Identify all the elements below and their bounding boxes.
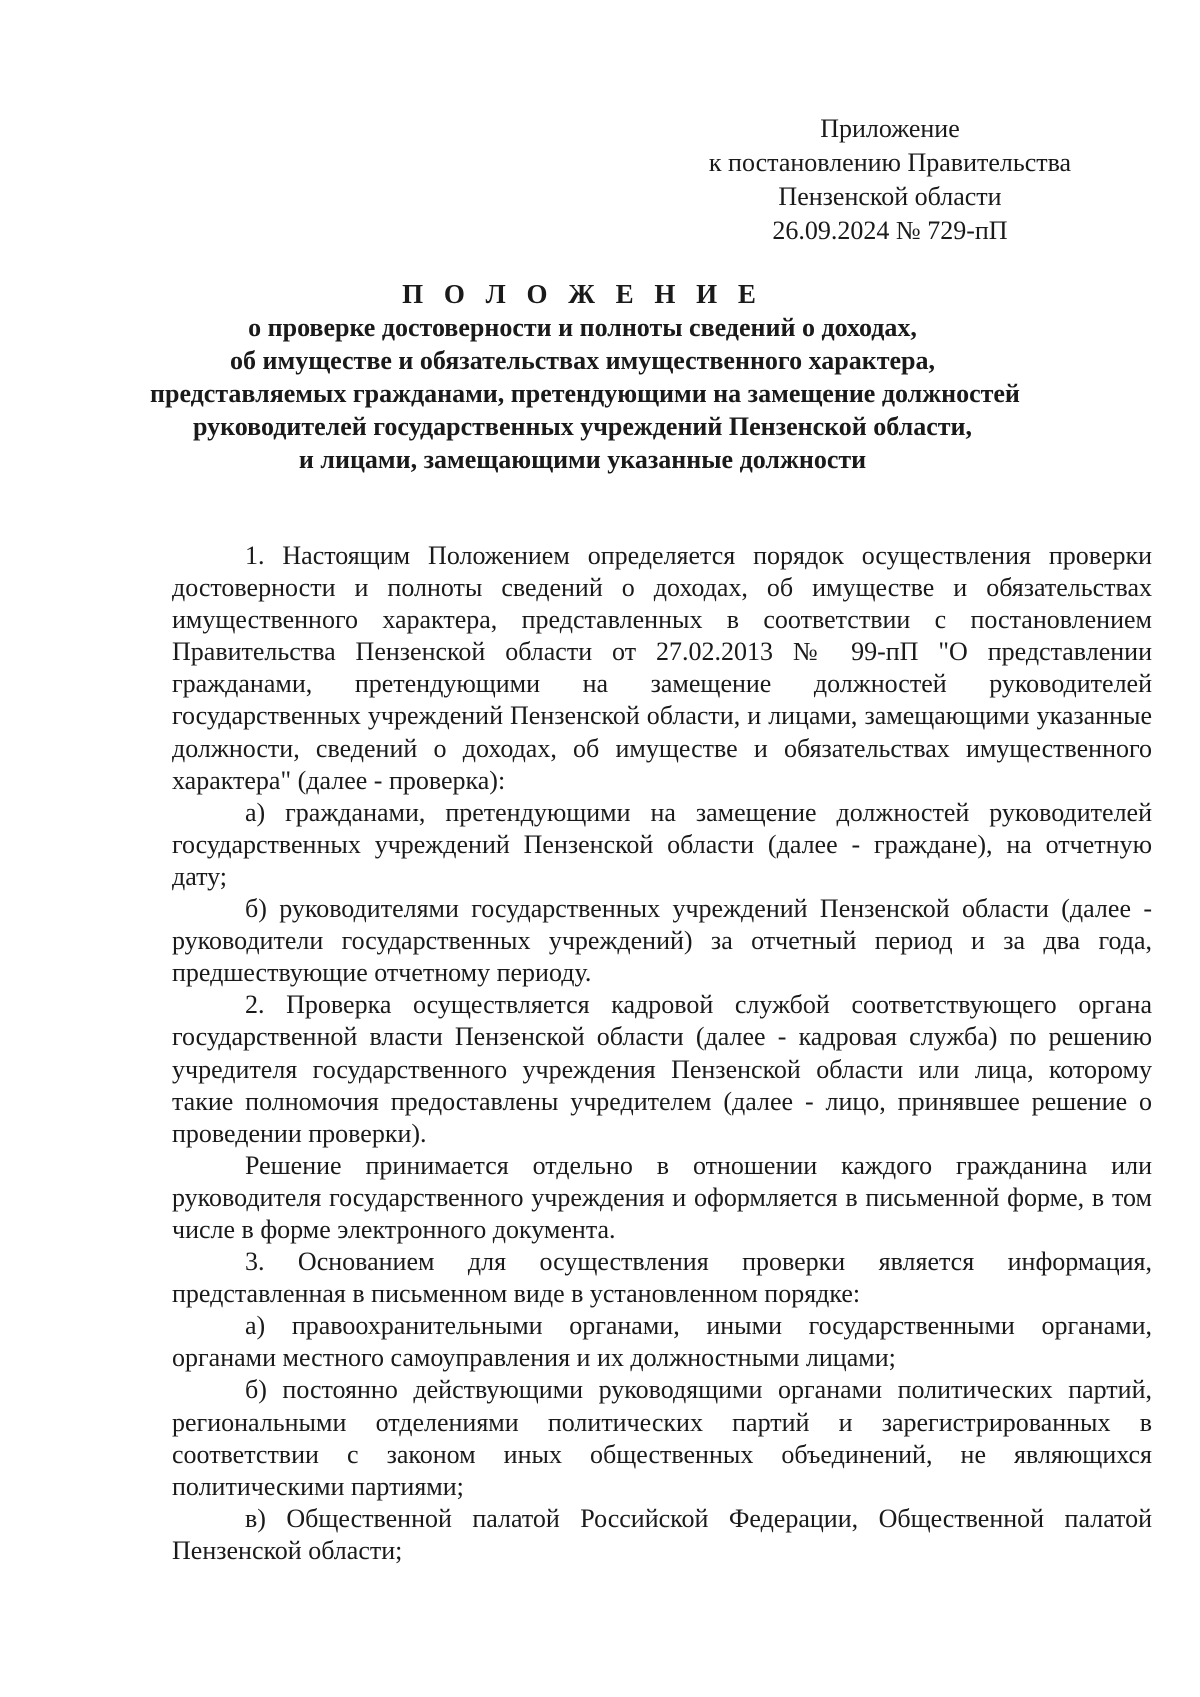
title-heading: П О Л О Ж Е Н И Е — [402, 279, 763, 309]
paragraph-3b: б) постоянно действующими руководящими органами политических партий, региональными отделениями политических партий и зарегистрированных в соответствии с законом иных общественных объединений, не являющихся политическими партиями; — [172, 1375, 1152, 1501]
appendix-header — [700, 112, 1080, 248]
paragraph-1b: б) руководителями государственных учреждений Пензенской области (далее - руководители государственных учреждений) за отчетный период и за два года, предшествующие отчетному периоду. — [172, 894, 1152, 988]
appendix-label: Приложение — [820, 114, 960, 143]
paragraph-3: 3. Основанием для осуществления проверки является информация, представленная в письменном виде в установленном порядке: — [172, 1247, 1152, 1309]
title-line: представляемых гражданами, претендующими на замещение должностей — [150, 379, 1020, 408]
appendix-reference: к постановлению Правительства — [708, 148, 1072, 177]
document-title — [150, 278, 1020, 476]
appendix-region: Пензенской области — [778, 182, 1002, 211]
paragraph-1: 1. Настоящим Положением определяется порядок осуществления проверки достоверности и полноты сведений о доходах, об имуществе и обязательствах имущественного характера, представленных в соответствии с постановлением Правительства Пензенской области от 27.02.2013 № 99-пП "О представлении гражданами, претендующими на замещение должностей руководителей государственных учреждений Пензенской области, и лицами, замещающими указанные должности, сведений о доходах, об имуществе и обязательствах имущественного характера" (далее - проверка): — [172, 541, 1152, 795]
title-line: и лицами, замещающими указанные должности — [298, 445, 867, 474]
paragraph-1a: а) гражданами, претендующими на замещение должностей руководителей государственных учреждений Пензенской области (далее - граждане), на отчетную дату; — [172, 797, 1152, 891]
title-line: об имуществе и обязательствах имущественного характера, — [230, 346, 935, 375]
document-body — [172, 540, 1152, 1567]
title-line: о проверке достоверности и полноты сведений о доходах, — [248, 313, 917, 342]
paragraph-2-decision: Решение принимается отдельно в отношении каждого гражданина или руководителя государственного учреждения и оформляется в письменной форме, в том числе в форме электронного документа. — [172, 1150, 1152, 1244]
paragraph-3c: в) Общественной палатой Российской Федерации, Общественной палатой Пензенской области; — [172, 1503, 1152, 1565]
appendix-date-number: 26.09.2024 № 729-пП — [772, 216, 1008, 245]
paragraph-2: 2. Проверка осуществляется кадровой службой соответствующего органа государственной власти Пензенской области (далее - кадровая служба) по решению учредителя государственного учреждения Пензенской области или лица, которому такие полномочия предоставлены учредителем (далее - лицо, принявшее решение о проведении проверки). — [172, 990, 1152, 1148]
paragraph-3a: а) правоохранительными органами, иными государственными органами, органами местного самоуправления и их должностными лицами; — [172, 1311, 1152, 1373]
title-line: руководителей государственных учреждений Пензенской области, — [192, 412, 972, 441]
